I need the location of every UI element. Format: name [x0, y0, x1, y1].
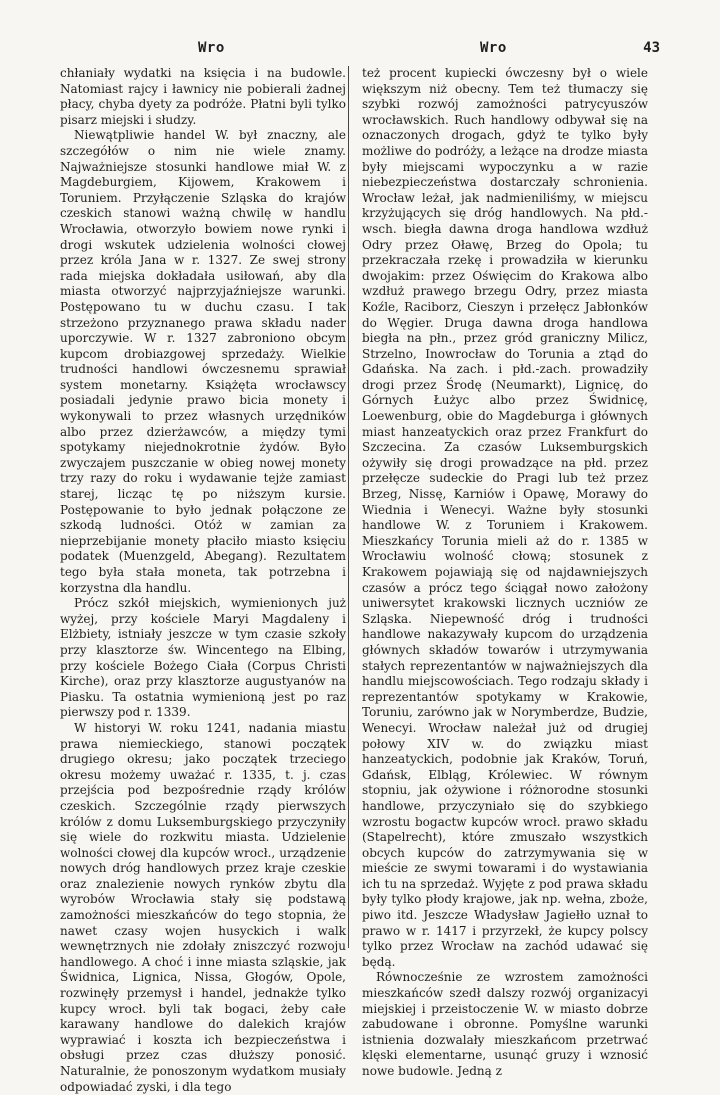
paragraph: chłaniały wydatki na księcia i na budowle. Natomiast rajcy i ławnicy nie pobierali żadnej płacy, chyba dyety za podróże. Płatni byli tylko pisarz miejski i słudzy.: [60, 66, 346, 127]
column-divider: [348, 66, 349, 948]
right-column: [362, 66, 648, 1080]
paragraph: też procent kupiecki ówczesny był o wiele większym niż obecny. Tem też tłumaczy się szybki rozwój zamożności patrycyuszów wrocławskich. Ruch handlowy odbywał się na oznaczonych drogach, gdyż te tylko były możliwe do podróży, a leżące na drodze miasta były miejscami wypoczynku a w razie niebezpieczeństwa dostarczały schronienia. Wrocław leżał, jak nadmieniliśmy, w miejscu krzyżujących się dróg handlowych. Na płd.-wsch. biegła dawna droga handlowa wzdłuż Odry przez Oławę, Brzeg do Opola; tu przekraczała rzekę i prowadziła w kierunku dwojakim: przez Oświęcim do Krakowa albo wzdłuż prawego brzegu Odry, przez miasta Koźle, Raciborz, Cieszyn i przełęcz Jabłonków do Węgier. Druga dawna droga handlowa biegła na płn., przez gród graniczny Milicz, Strzelno, Inowrocław do Torunia a ztąd do Gdańska. Na zach. i płd.-zach. prowadziły drogi przez Środę (Neumarkt), Lignicę, do Górnych Łużyc albo przez Świdnicę, Loewenburg, obie do Magdeburga i głównych miast hanzeatyckich oraz przez Frankfurt do Szczecina. Za czasów Luksemburgskich ożywiły się drogi prowadzące na płd. przez przełęcze sudeckie do Pragi lub też przez Brzeg, Nissę, Karniów i Opawę, Morawy do Wiednia i Wenecyi. Ważne były stosunki handlowe W. z Toruniem i Krakowem. Mieszkańcy Torunia mieli aż do r. 1385 w Wrocławiu wolność cłową; stosunek z Krakowem pojawiają się od najdawniejszych czasów a prócz tego ściągał nowo założony uniwersytet krakowski licznych uczniów ze Szląska. Niepewność dróg i trudności handlowe nakazywały kupcom do urządzenia głównych składów towarów i utrzymywania stałych reprezentantów w najważniejszych dla handlu miejscowościach. Tego rodzaju składy i reprezentantów spotykamy w Krakowie, Toruniu, zarówno jak w Norymberdze, Budzie, Wenecyi. Wrocław należał już od drugiej połowy XIV w. do związku miast hanzeatyckich, podobnie jak Kraków, Toruń, Gdańsk, Elbląg, Królewiec. W równym stopniu, jak ożywione i różnorodne stosunki handlowe, przyczyniało się do szybkiego wzrostu bogactw kupców wrocł. prawo składu (Stapelrecht), które zmuszało wszystkich obcych kupców do zatrzymywania się w mieście ze swymi towarami i do wystawiania ich tu na sprzedaż. Wyjęte z pod prawa składu były tylko płody krajowe, jak np. wełna, zboże, piwo itd. Jeszcze Władysław Jagiełło uznał to prawo w r. 1417 i przyrzekł, że kupcy polscy tylko przez Wrocław na zachód udawać się będą.: [362, 66, 648, 969]
paragraph: Niewątpliwie handel W. był znaczny, ale szczegółów o nim nie wiele znamy. Najważniejsze stosunki handlowe miał W. z Magdeburgiem, Kijowem, Krakowem i Toruniem. Przyłączenie Szląska do krajów czeskich stanowi ważną chwilę w handlu Wrocławia, otworzyło bowiem nowe rynki i drogi wskutek udzielenia wolności cłowej przez króla Jana w r. 1327. Ze swej strony rada miejska dokładała usiłowań, aby dla miasta otworzyć najprzyjaźniejsze warunki. Postępowano tu w duchu czasu. I tak strzeżono przyznanego prawa składu nader uporczywie. W r. 1327 zabroniono obcym kupcom drobiazgowej sprzedaży. Wielkie trudności handlowi ówczesnemu sprawiał system monetarny. Książęta wrocławscy posiadali jedynie prawo bicia monety i wykonywali to przez własnych urzędników albo przez dzierżawców, a między tymi spotykamy niejednokrotnie żydów. Było zwyczajem puszczanie w obieg nowej monety trzy razy do roku i wydawanie tejże zamiast starej, licząc tę po niższym kursie. Postępowanie to było jednak połączone ze szkodą ludności. Otóż w zamian za nieprzebijanie monety płaciło miasto księciu podatek (Muenzgeld, Abegang). Rezultatem tego była stała moneta, tak potrzebna i korzystna dla handlu.: [60, 128, 346, 595]
page-number: 43: [643, 40, 660, 56]
left-column: [60, 66, 346, 1095]
running-head-right: Wro: [480, 40, 507, 56]
page-header: [60, 40, 660, 58]
paragraph: Prócz szkół miejskich, wymienionych już wyżej, przy kościele Maryi Magdaleny i Elżbiety, istniały jeszcze w tym czasie szkoły przy klasztorze św. Wincentego na Elbing, przy kościele Bożego Ciała (Corpus Christi Kirche), oraz przy klasztorze augustyanów na Piasku. Ta ostatnia wymienioną jest po raz pierwszy pod r. 1339.: [60, 596, 346, 720]
running-head-left: Wro: [198, 40, 225, 56]
paragraph: Równocześnie ze wzrostem zamożności mieszkańców szedł dalszy rozwój organizacyi miejskiej i przeistoczenie W. w miasto dobrze zabudowane i obronne. Pomyślne warunki istnienia dozwalały mieszkańcom przetrwać klęski elementarne, usunąć gruzy i wznosić nowe budowle. Jedną z: [362, 970, 648, 1078]
paragraph: W historyi W. roku 1241, nadania miastu prawa niemieckiego, stanowi początek drugiego okresu; jako początek trzeciego okresu możemy uważać r. 1335, t. j. czas przejścia pod bezpośrednie rządy królów czeskich. Szczególnie rządy pierwszych królów z domu Luksemburgskiego przyczyniły się wiele do rozkwitu miasta. Udzielenie wolności cłowej dla kupców wrocł., urządzenie nowych dróg handlowych przez kraje czeskie oraz znalezienie nowych rynków zbytu dla wyrobów Wrocławia stały się podstawą zamożności mieszkańców do tego stopnia, że nawet czasy wojen husyckich i walk wewnętrznych nie zdołały zniszczyć rozwoju handlowego. A choć i inne miasta szląskie, jak Świdnica, Lignica, Nissa, Głogów, Opole, rozwinęły przemysł i handel, jednakże tylko kupcy wrocł. byli tak bogaci, żeby całe karawany handlowe do dalekich krajów wyprawiać i koszta ich bezpieczeństwa i obsługi przez czas dłuższy ponosić. Naturalnie, że ponoszonym wydatkom musiały odpowiadać zyski, i dla tego: [60, 720, 346, 1094]
